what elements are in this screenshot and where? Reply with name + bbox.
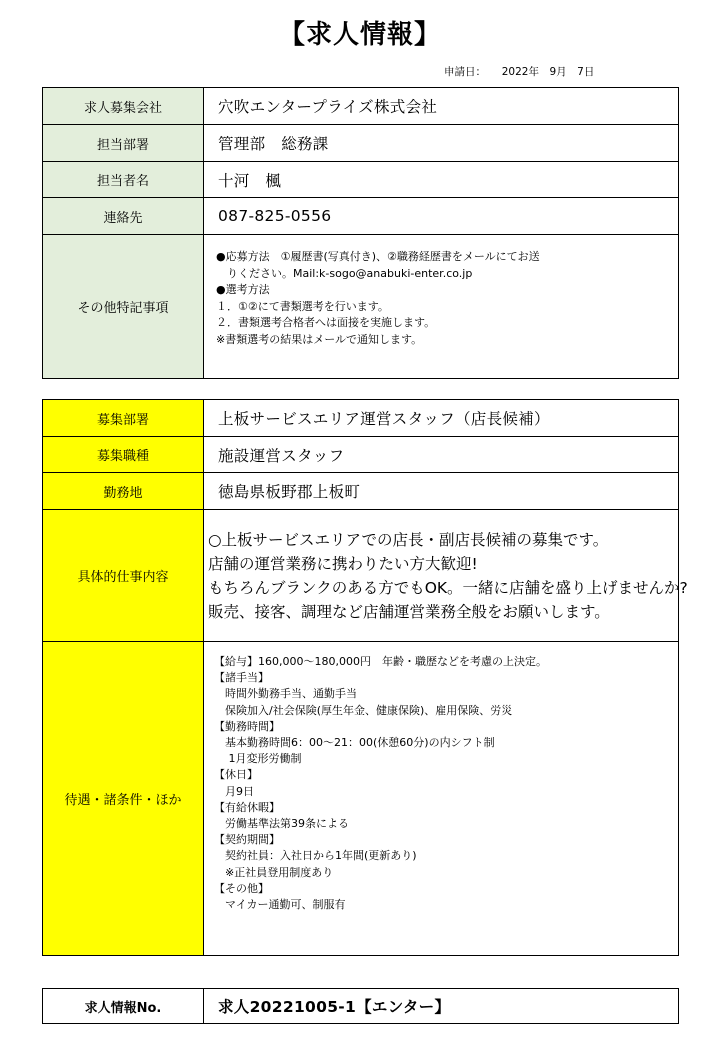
conditions-line: 【諸手当】: [214, 671, 269, 685]
contact-person-value: 十河 楓: [204, 162, 679, 198]
conditions-line: 労働基準法第39条による: [214, 817, 349, 831]
notes-line: ２．書類選考合格者へは面接を実施します。: [216, 316, 436, 329]
job-dept-row: [43, 400, 679, 437]
conditions-line: 【休日】: [214, 768, 258, 782]
job-details-row: [43, 510, 679, 642]
job-type-label: 募集職種: [43, 437, 204, 473]
contact-person-label: 担当者名: [43, 162, 204, 198]
job-dept-value: 上板サービスエリア運営スタッフ（店長候補）: [204, 400, 679, 437]
job-details-line: 販売、接客、調理など店舗運営業務全般をお願いします。: [208, 602, 610, 621]
phone-label: 連絡先: [43, 198, 204, 235]
notes-line: ●応募方法 ①履歴書(写真付き)、②職務経歴書をメールにてお送: [216, 250, 540, 263]
company-info-table: [42, 87, 679, 379]
conditions-line: 月9日: [214, 784, 254, 798]
notes-row: [43, 235, 679, 379]
job-type-value: 施設運営スタッフ: [204, 437, 679, 473]
conditions-line: マイカー通勤可、制服有: [214, 898, 346, 912]
notes-line: ※書類選考の結果はメールで通知します。: [216, 332, 423, 346]
conditions-label: 待遇・諸条件・ほか: [43, 642, 204, 956]
company-value: 穴吹エンタープライズ株式会社: [204, 88, 679, 125]
job-details-line: ○上板サービスエリアでの店長・副店長候補の募集です。: [208, 530, 609, 549]
conditions-line: 1月変形労働制: [214, 752, 302, 766]
company-label: 求人募集会社: [43, 88, 204, 125]
department-value: 管理部 総務課: [204, 125, 679, 162]
notes-line: りください。Mail:k-sogo@anabuki-enter.co.jp: [216, 266, 473, 280]
department-row: [43, 125, 679, 162]
page-title: 【求人情報】: [278, 20, 441, 50]
job-info-table: [42, 399, 688, 956]
job-details-line: もちろんブランクのある方でもOK。一緒に店舗を盛り上げませんか?: [208, 578, 688, 597]
location-value: 徳島県板野郡上板町: [204, 473, 679, 510]
job-dept-label: 募集部署: [43, 400, 204, 437]
company-row: [43, 88, 679, 125]
conditions-line: 【契約期間】: [214, 833, 280, 847]
job-details-label: 具体的仕事内容: [43, 510, 204, 642]
conditions-line: 基本勤務時間6：00～21：00(休憩60分)の内シフト制: [214, 736, 495, 750]
conditions-line: 【有給休暇】: [214, 800, 280, 814]
phone-value: 087-825-0556: [204, 198, 679, 235]
job-details-content: [204, 510, 688, 642]
job-number-table: [42, 988, 679, 1024]
conditions-line: 【その他】: [214, 881, 269, 895]
conditions-line: 保険加入/社会保険(厚生年金、健康保険)、雇用保険、労災: [214, 703, 513, 717]
conditions-line: ※正社員登用制度あり: [214, 865, 334, 879]
notes-line: １．①②にて書類選考を行います。: [216, 299, 389, 313]
contact-person-row: [43, 162, 679, 198]
conditions-content: [204, 642, 679, 956]
phone-row: [43, 198, 679, 235]
conditions-line: 契約社員：入社日から1年間(更新あり): [214, 849, 417, 863]
department-label: 担当部署: [43, 125, 204, 162]
notes-label: その他特記事項: [43, 235, 204, 379]
conditions-line: 【勤務時間】: [214, 719, 280, 733]
job-number-row: [43, 989, 679, 1024]
application-date: 申請日： 2022年 9月 7日: [444, 66, 595, 78]
conditions-line: 【給与】160,000～180,000円 年齢・職歴などを考慮の上決定。: [214, 655, 547, 668]
job-number-label: 求人情報No.: [43, 989, 204, 1024]
location-label: 勤務地: [43, 473, 204, 510]
conditions-line: 時間外勤務手当、通勤手当: [214, 687, 357, 701]
notes-content: [204, 235, 679, 379]
conditions-row: [43, 642, 679, 956]
notes-line: ●選考方法: [216, 283, 270, 296]
job-details-line: 店舗の運営業務に携わりたい方大歓迎!: [208, 554, 478, 573]
location-row: [43, 473, 679, 510]
job-type-row: [43, 437, 679, 473]
job-number-value: 求人20221005-1【エンター】: [204, 989, 679, 1024]
